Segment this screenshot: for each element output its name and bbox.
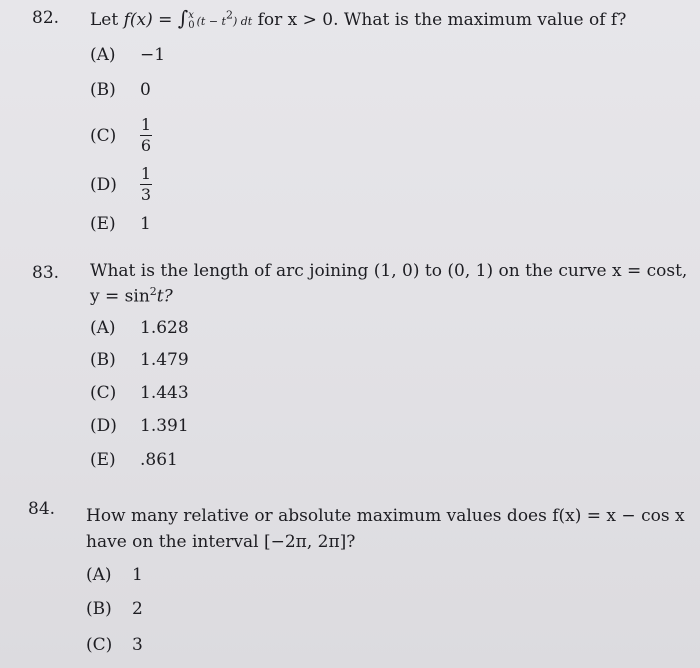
question-83-option-d: (D) 1.391: [90, 416, 189, 436]
fraction-one-sixth: $\frac{1}{6}$: [140, 115, 152, 155]
question-83-option-a: (A) 1.628: [90, 318, 189, 338]
question-83-stem-line2: $y = \sin^2t$?: [90, 285, 173, 307]
question-82-option-b: (B) 0: [90, 80, 151, 100]
fraction-one-third: $\frac{1}{3}$: [140, 164, 152, 204]
question-84-option-c: (C) 3: [86, 635, 143, 655]
question-82-stem: Let f(x) = ∫ x 0 $(t - t^2)$ dt for x > 0. What is the maximum value of f?: [90, 6, 627, 31]
question-83-number: 83.: [32, 263, 60, 283]
question-84-stem-line1: How many relative or absolute maximum values does f(x) = x − cos x: [86, 506, 685, 526]
question-83-option-c: (C) 1.443: [90, 383, 189, 403]
question-84-number: 84.: [28, 499, 56, 519]
question-84-option-a: (A) 1: [86, 565, 143, 585]
question-83-option-e: (E) .861: [90, 450, 178, 470]
question-82-option-e: (E) 1: [90, 214, 151, 234]
question-83-option-b: (B) 1.479: [90, 350, 189, 370]
question-83-stem-line1: What is the length of arc joining (1, 0) to (0, 1) on the curve x = cost,: [90, 261, 688, 281]
question-82-number: 82.: [32, 8, 60, 28]
question-84-stem-line2: have on the interval [−2π, 2π]?: [86, 532, 356, 552]
question-84-option-b: (B) 2: [86, 599, 143, 619]
question-82-option-d: (D) $\frac{1}{3}$: [90, 164, 152, 204]
question-82-option-c: (C) $\frac{1}{6}$: [90, 115, 152, 155]
question-82-option-a: (A) −1: [90, 45, 166, 65]
